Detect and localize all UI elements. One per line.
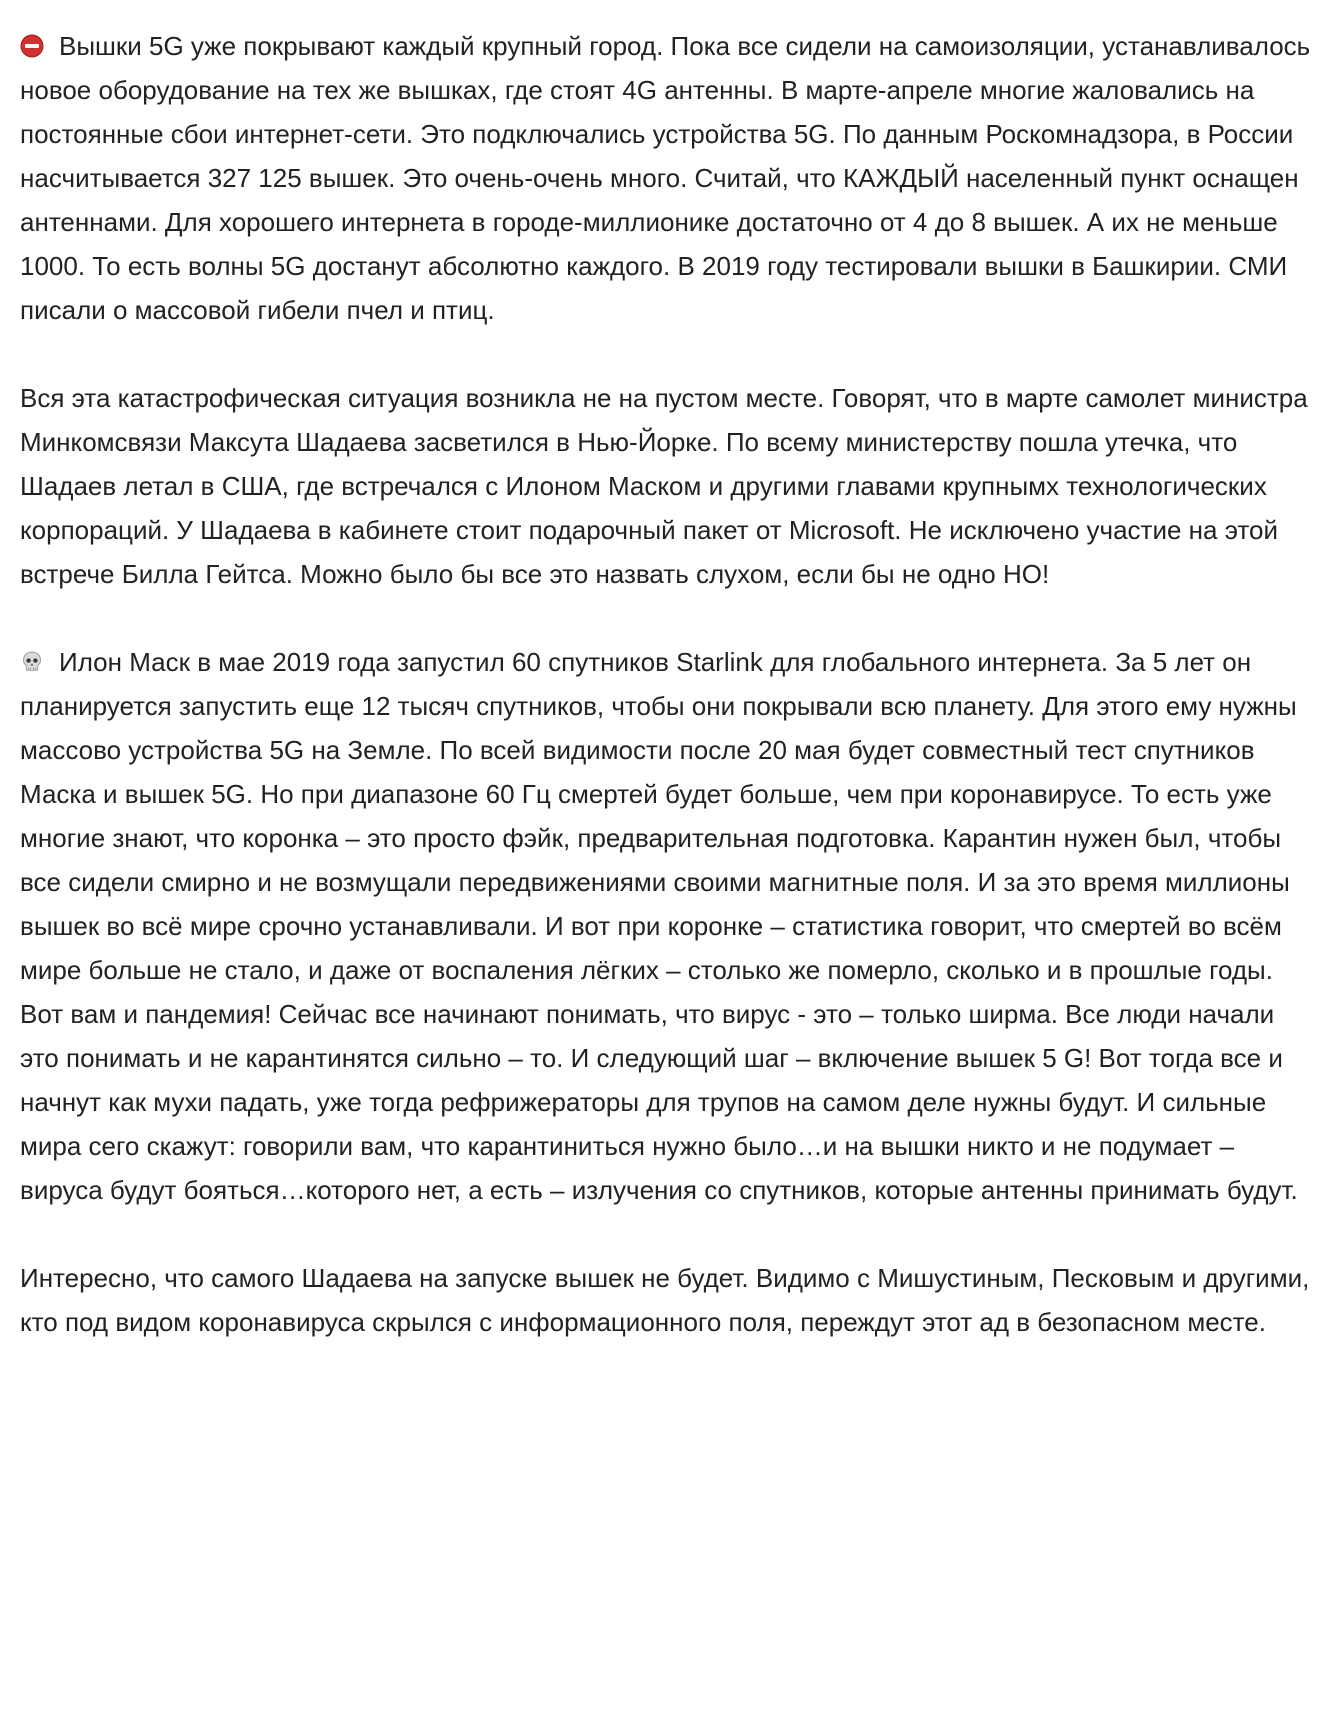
skull-icon: [20, 650, 44, 674]
paragraph-text: Интересно, что самого Шадаева на запуске вышек не будет. Видимо с Мишустиным, Песковым и другими, кто под видом коронавируса скрылся с информационного поля, переждут этот ад в безопасном месте.: [20, 1263, 1310, 1337]
paragraph-conclusion: [20, 1256, 1320, 1344]
paragraph-minister: [20, 376, 1320, 596]
paragraph-text: Илон Маск в мае 2019 года запустил 60 спутников Starlink для глобального интернета. За 5 лет он планируется запустить еще 12 тысяч спутников, чтобы они покрывали всю планету. Для этого ему нужны массово устройства 5G на Земле. По всей видимости после 20 мая будет совместный тест спутников Маска и вышек 5G. Но при диапазоне 60 Гц смертей будет больше, чем при коронавирусе. То есть уже многие знают, что коронка – это просто фэйк, предварительная подготовка. Карантин нужен был, чтобы все сидели смирно и не возмущали передвижениями своими магнитные поля. И за это время миллионы вышек во всё мире срочно устанавливали. И вот при коронке – статистика говорит, что смертей во всём мире больше не стало, и даже от воспаления лёгких – столько же померло, сколько и в прошлые годы. Вот вам и пандемия! Сейчас все начинают понимать, что вирус - это – только ширма. Все люди начали это понимать и не карантинятся сильно – то. И следующий шаг – включение вышек 5 G! Вот тогда все и начнут как мухи падать, уже тогда рефрижераторы для трупов на самом деле нужны будут. И сильные мира сего скажут: говорили вам, что карантиниться нужно было…и на вышки никто и не подумает – вируса будут бояться…которого нет, а есть – излучения со спутников, которые антенны принимать будут.: [20, 647, 1298, 1205]
paragraph-towers: [20, 24, 1320, 332]
paragraph-starlink: [20, 640, 1320, 1212]
paragraph-text: Вся эта катастрофическая ситуация возникла не на пустом месте. Говорят, что в марте самолет министра Минкомсвязи Максута Шадаева засветился в Нью-Йорке. По всему министерству пошла утечка, что Шадаев летал в США, где встречался с Илоном Маском и другими главами крупнымх технологических корпораций. У Шадаева в кабинете стоит подарочный пакет от Microsoft. Не исключено участие на этой встрече Билла Гейтса. Можно было бы все это назвать слухом, если бы не одно НО!: [20, 383, 1308, 589]
article-body: [20, 24, 1320, 1388]
paragraph-text: Вышки 5G уже покрывают каждый крупный город. Пока все сидели на самоизоляции, устанавливалось новое оборудование на тех же вышках, где стоят 4G антенны. В марте-апреле многие жаловались на постоянные сбои интернет-сети. Это подключались устройства 5G. По данным Роскомнадзора, в России насчитывается 327 125 вышек. Это очень-очень много. Считай, что КАЖДЫЙ населенный пункт оснащен антеннами. Для хорошего интернета в городе-миллионике достаточно от 4 до 8 вышек. А их не меньше 1000. То есть волны 5G достанут абсолютно каждого. В 2019 году тестировали вышки в Башкирии. СМИ писали о массовой гибели пчел и птиц.: [20, 31, 1311, 325]
no-entry-icon: [20, 34, 44, 58]
